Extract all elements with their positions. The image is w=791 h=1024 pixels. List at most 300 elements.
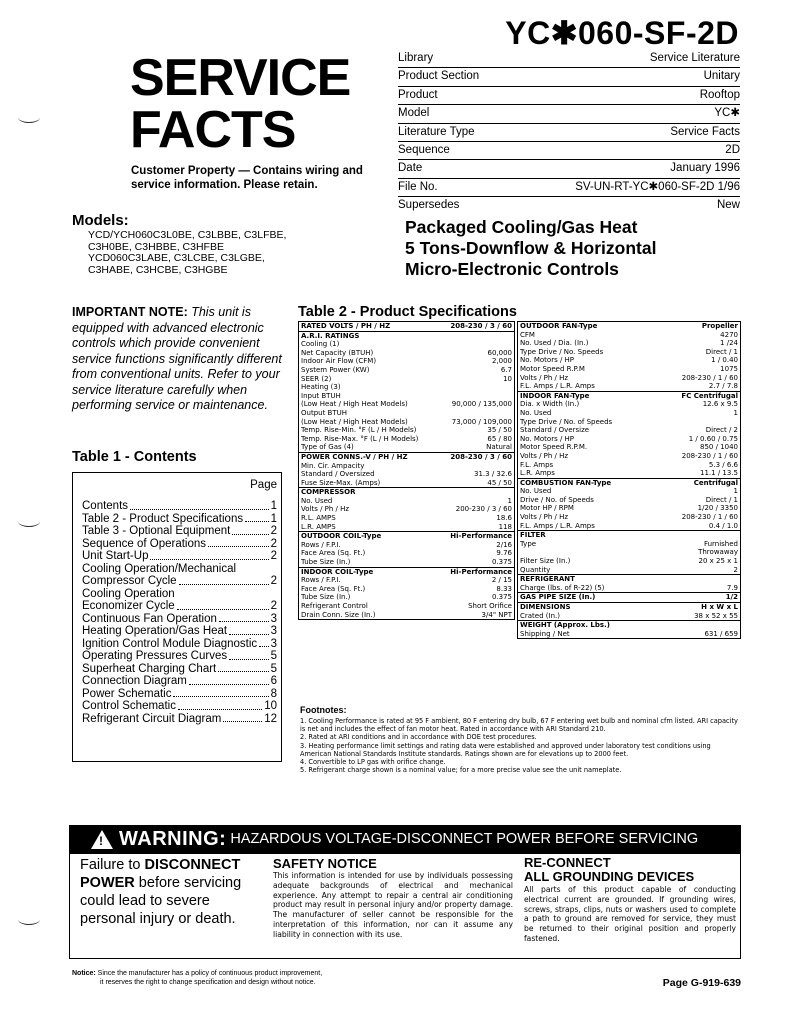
spec-value: 1 / 0.40 — [711, 356, 738, 365]
spec-label: Crated (In.) — [520, 611, 560, 620]
table1-row-label: Table 3 - Optional Equipment — [82, 525, 231, 537]
spec-row — [299, 331, 514, 341]
reconnect-text: All parts of this product capable of conducting electrical current are grounded. If grounding wires, screws, straps, clips, nuts or washers used to complete a path to ground are removed for service, they must be returned to their original position and properly fastened. — [524, 885, 736, 943]
spec-row — [299, 409, 514, 418]
spec-value: 2 / 15 — [491, 576, 512, 585]
spec-value: 20 x 25 x 1 — [698, 557, 738, 566]
table1-row — [82, 500, 277, 513]
table1-row — [82, 525, 277, 538]
table1-row-leader — [179, 575, 269, 585]
spec-row — [299, 514, 514, 523]
spec-value — [735, 575, 738, 584]
meta-label: Model — [398, 107, 430, 120]
spec-label: Filter Size (In.) — [520, 557, 571, 566]
spec-table-left — [298, 321, 515, 620]
spec-value: 850 / 1040 — [700, 443, 738, 452]
spec-value — [509, 332, 512, 341]
spec-value — [509, 409, 512, 418]
spec-value: Hi-Performance — [450, 567, 512, 576]
spec-value: 208-230 / 3 / 60 — [450, 452, 512, 461]
important-note-text: This unit is equipped with advanced electronic controls which provide convenient service functions significantly different from conventional units. Refer to your service literature carefully when performing service or maintenance. — [72, 305, 282, 412]
spec-label: F.L. Amps / L.R. Amps — [520, 521, 595, 530]
table1-row-label: Economizer Cycle — [82, 600, 175, 612]
table1-row-page: 8 — [270, 687, 277, 700]
spec-row — [299, 322, 514, 331]
spec-label: Tube Size (In.) — [301, 558, 351, 567]
spec-value: 3/4" NPT — [481, 610, 512, 619]
spec-row — [518, 620, 740, 630]
spec-row — [299, 443, 514, 452]
spec-row — [518, 365, 740, 374]
spec-label: L.R. AMPS — [301, 522, 336, 531]
spec-row — [518, 496, 740, 505]
spec-row — [518, 557, 740, 566]
spec-label: INDOOR COIL-Type — [301, 567, 374, 576]
punch-mark — [18, 914, 40, 925]
warning-banner — [69, 825, 741, 853]
table1-row-page: 1 — [270, 500, 277, 512]
meta-label: Product Section — [398, 70, 480, 83]
product-title-line: 5 Tons-Downflow & Horizontal — [405, 238, 657, 258]
spec-label: (Low Heat / High Heat Models) — [301, 417, 408, 426]
spec-value: 35 / 50 — [487, 426, 512, 435]
table1-row-label: Refrigerant Circuit Diagram — [82, 712, 222, 725]
table1-row-label: Contents — [82, 500, 129, 512]
table1-row-leader — [232, 525, 268, 535]
spec-label: A.R.I. RATINGS — [301, 331, 360, 340]
metadata-table — [398, 50, 740, 215]
spec-value: 1 / 0.60 / 0.75 — [688, 434, 738, 443]
spec-value — [509, 383, 512, 392]
spec-label: Rows / F.P.I. — [301, 540, 341, 549]
safety-notice-heading: SAFETY NOTICE — [273, 856, 377, 871]
spec-row — [518, 478, 740, 488]
meta-label: Library — [398, 52, 434, 64]
table1-row-leader — [150, 550, 268, 560]
spec-row — [518, 540, 740, 549]
spec-row — [299, 392, 514, 401]
spec-value: Short Orifice — [468, 602, 512, 610]
spec-label: INDOOR FAN-Type — [520, 391, 590, 400]
meta-row — [398, 160, 740, 178]
spec-label: WEIGHT (Approx. Lbs.) — [520, 621, 610, 630]
title-service: SERVICE — [130, 49, 351, 107]
spec-label: Refrigerant Control — [301, 602, 368, 610]
spec-label: Dia. x Width (In.) — [520, 400, 580, 409]
meta-row — [398, 179, 740, 197]
spec-value: 38 x 52 x 55 — [694, 611, 738, 620]
meta-label: Date — [398, 162, 423, 175]
spec-value: Natural — [486, 443, 512, 452]
table1-row-leader — [173, 688, 268, 698]
spec-value — [735, 621, 738, 630]
model-line: YCD060C3LABE, C3LCBE, C3LGBE, — [88, 252, 265, 264]
spec-label: Face Area (Sq. Ft.) — [301, 549, 366, 558]
spec-label: Cooling (1) — [301, 340, 340, 349]
table1-title: Table 1 - Contents — [72, 449, 197, 465]
warning-text: HAZARDOUS VOLTAGE-DISCONNECT POWER BEFORE SERVICING — [230, 831, 699, 847]
product-title-line: Micro-Electronic Controls — [405, 259, 619, 279]
meta-value: Service Facts — [670, 125, 740, 138]
spec-value: 2.7 / 7.8 — [708, 382, 738, 391]
table1-row-label: Table 2 - Product Specifications — [82, 512, 244, 525]
table1-row — [82, 588, 277, 601]
table1-row-leader — [229, 650, 269, 660]
table1-row — [82, 663, 277, 676]
table1-row-label: Ignition Control Module Diagnostic — [82, 637, 258, 650]
spec-row — [518, 382, 740, 391]
spec-label: COMPRESSOR — [301, 488, 356, 497]
spec-value: Throwaway — [698, 548, 738, 557]
spec-label: DIMENSIONS — [520, 603, 571, 611]
spec-row — [299, 349, 514, 358]
spec-label: Min. Cir. Ampacity — [301, 461, 365, 470]
table1-row-leader — [245, 513, 269, 523]
table1-row-leader — [229, 625, 268, 635]
spec-row — [299, 418, 514, 427]
punch-mark — [18, 112, 40, 123]
table1-row-leader — [223, 713, 262, 723]
important-note-label: IMPORTANT NOTE: — [72, 305, 188, 319]
meta-value: Unitary — [703, 70, 740, 83]
spec-value: FC Centrifugal — [681, 391, 738, 400]
spec-label: Drain Conn. Size (In.) — [301, 610, 376, 619]
spec-row — [518, 566, 740, 575]
table2-title: Table 2 - Product Specifications — [298, 304, 517, 320]
table1-row-page: 2 — [270, 600, 277, 612]
spec-label: Volts / Ph / Hz — [520, 513, 569, 522]
product-title — [405, 217, 656, 280]
spec-row — [518, 548, 740, 557]
spec-row — [518, 443, 740, 452]
table1-row-label: Connection Diagram — [82, 675, 187, 687]
spec-row — [518, 469, 740, 478]
table1-row-page: 5 — [270, 662, 277, 675]
spec-value: 1 — [507, 496, 512, 505]
spec-row — [299, 497, 514, 506]
spec-row — [299, 452, 514, 462]
spec-value: 9.76 — [496, 549, 512, 558]
spec-row — [299, 462, 514, 471]
meta-value: Rooftop — [699, 88, 740, 101]
meta-value: SV-UN-RT-YC✱060-SF-2D 1/96 — [575, 180, 740, 193]
spec-row — [299, 357, 514, 366]
table1-row-label: Control Schematic — [82, 700, 176, 712]
spec-label: OUTDOOR FAN-Type — [520, 322, 598, 330]
spec-value: 7.9 — [726, 583, 738, 592]
spec-value: 0.4 / 1.0 — [708, 521, 738, 530]
spec-value: H x W x L — [701, 603, 738, 611]
spec-row — [518, 418, 740, 427]
spec-row — [299, 567, 514, 577]
table1-row-page: 6 — [270, 675, 277, 687]
spec-label: Type Drive / No. Speeds — [520, 347, 604, 356]
meta-row — [398, 142, 740, 160]
spec-row — [518, 348, 740, 357]
spec-row — [518, 504, 740, 513]
spec-label: Volts / Ph / Hz — [301, 505, 350, 514]
spec-label: No. Used / Dia. (In.) — [520, 339, 589, 348]
title-facts: FACTS — [130, 101, 296, 159]
spec-value: Direct / 1 — [705, 347, 738, 356]
spec-row — [518, 630, 740, 639]
table1-row-label: Cooling Operation — [82, 587, 175, 600]
spec-value: 73,000 / 109,000 — [451, 417, 512, 426]
meta-label: Supersedes — [398, 199, 460, 212]
spec-value — [509, 392, 512, 401]
footnote-item: 2. Rated at ARI conditions and in accordance with DOE test procedures. — [300, 733, 537, 742]
table1-row — [82, 700, 277, 713]
spec-row — [299, 435, 514, 444]
spec-label: F.L. Amps / L.R. Amps — [520, 382, 595, 391]
spec-label: No. Motors / HP — [520, 356, 575, 365]
spec-row — [299, 487, 514, 497]
spec-label: Volts / Ph / Hz — [520, 451, 569, 460]
meta-row — [398, 68, 740, 86]
spec-value: Furnished — [703, 539, 738, 548]
meta-value: January 1996 — [670, 162, 740, 175]
meta-row — [398, 50, 740, 68]
safety-notice-text: This information is intended for use by individuals possessing adequate backgrounds of electrical and mechanical experience. Any attempt to repair a central air conditioning product may result in personal injury and/or property damage. The manufacturer of seller cannot be responsible for the interpretation of this information, nor can it assume any liability in connection with its use. — [273, 871, 513, 939]
table1-row — [82, 513, 277, 526]
meta-row — [398, 197, 740, 214]
spec-row — [518, 339, 740, 348]
spec-row — [299, 340, 514, 349]
failure-notice: Failure to DISCONNECT POWER before servicing could lead to severe personal injury or death. — [80, 857, 242, 927]
spec-value: Direct / 1 — [705, 495, 738, 504]
table1-row-label: Compressor Cycle — [82, 575, 177, 587]
table1-row-label: Superheat Charging Chart — [82, 662, 217, 675]
spec-label: Type of Gas (4) — [301, 443, 354, 452]
spec-value: 60,000 — [487, 348, 512, 357]
table1-row — [82, 563, 277, 576]
meta-label: File No. — [398, 180, 438, 193]
spec-row — [299, 602, 514, 611]
spec-row — [299, 400, 514, 409]
table1-row — [82, 650, 277, 663]
spec-value: 1075 — [720, 364, 738, 373]
spec-value: 0.375 — [491, 593, 512, 602]
spec-label: F.L. Amps — [520, 460, 554, 469]
table1-row-page: 2 — [270, 525, 277, 537]
spec-value: 2,000 — [491, 357, 512, 366]
table1-row-label: Heating Operation/Gas Heat — [82, 625, 228, 637]
spec-value: 65 / 80 — [487, 434, 512, 443]
spec-row — [299, 558, 514, 567]
table1-row — [82, 550, 277, 563]
spec-label: SEER (2) — [301, 374, 332, 383]
spec-row — [299, 366, 514, 375]
customer-note: Customer Property — Contains wiring and service information. Please retain. — [131, 165, 363, 191]
model-line: C3HABE, C3HCBE, C3HGBE — [88, 263, 228, 276]
spec-value: 31.3 / 32.6 — [474, 470, 512, 479]
spec-value — [735, 418, 738, 427]
spec-label: Charge (lbs. of R-22) (5) — [520, 583, 605, 592]
table1-rows — [82, 500, 277, 725]
meta-value: New — [716, 199, 740, 212]
table1-row-leader — [259, 638, 268, 648]
spec-row — [518, 409, 740, 418]
spec-value: 0.375 — [491, 558, 512, 567]
meta-value: YC✱ — [714, 107, 740, 120]
meta-row — [398, 87, 740, 105]
reconnect-heading: RE-CONNECT ALL GROUNDING DEVICES — [524, 855, 695, 884]
spec-label: No. Motors / HP — [520, 434, 575, 443]
spec-row — [299, 470, 514, 479]
table1-row-page: 12 — [264, 712, 277, 725]
spec-label: GAS PIPE SIZE (In.) — [520, 593, 596, 602]
spec-value: 45 / 50 — [487, 478, 512, 487]
spec-row — [518, 400, 740, 409]
spec-label: Motor Speed R.P.M. — [520, 443, 588, 452]
spec-value: 208-230 / 1 / 60 — [681, 513, 738, 522]
spec-label: (Low Heat / High Heat Models) — [301, 400, 408, 409]
spec-row — [518, 592, 740, 602]
meta-label: Literature Type — [398, 125, 475, 138]
table1-row-page: 1 — [270, 512, 277, 525]
table1-page-label: Page — [250, 479, 277, 491]
table1-row-label: Power Schematic — [82, 687, 172, 700]
spec-value: Propeller — [701, 322, 738, 330]
warning-triangle-icon: ! — [91, 830, 113, 849]
spec-value — [735, 531, 738, 540]
meta-row — [398, 105, 740, 123]
spec-value: 18.6 — [496, 514, 512, 523]
table1-row-leader — [178, 700, 262, 710]
spec-value: 2 — [733, 565, 738, 574]
spec-row — [518, 322, 740, 331]
table1-row — [82, 538, 277, 551]
spec-label: No. Used — [520, 487, 552, 496]
table1-row-label: Operating Pressures Curves — [82, 650, 228, 662]
spec-row — [299, 375, 514, 384]
table1-row-page: 3 — [270, 637, 277, 650]
spec-row — [518, 612, 740, 621]
table1-row — [82, 688, 277, 701]
spec-row — [299, 479, 514, 488]
table1-row — [82, 675, 277, 688]
spec-label: RATED VOLTS / PH / HZ — [301, 322, 391, 330]
spec-row — [518, 530, 740, 540]
table1-contents — [72, 472, 282, 762]
spec-label: Output BTUH — [301, 408, 348, 417]
spec-value: 10 — [503, 374, 512, 383]
spec-value: 1/20 / 3350 — [697, 504, 738, 513]
table1-row-label: Cooling Operation/Mechanical — [82, 562, 237, 575]
spec-row — [518, 584, 740, 593]
table1-row-leader — [219, 613, 269, 623]
table1-row-page: 2 — [270, 550, 277, 562]
table1-row-leader — [208, 538, 269, 548]
table1-row — [82, 600, 277, 613]
model-line: C3H0BE, C3HBBE, C3HFBE — [88, 240, 224, 253]
spec-row — [299, 611, 514, 620]
spec-value: 631 / 659 — [704, 629, 738, 638]
footnote-item: 5. Refrigerant charge shown is a nominal value; for a more precise value see the unit nameplate. — [300, 766, 622, 775]
table1-row-label: Continuous Fan Operation — [82, 612, 217, 625]
spec-row — [299, 523, 514, 532]
spec-row — [299, 531, 514, 541]
spec-value: 208-230 / 1 / 60 — [681, 373, 738, 382]
footnotes-heading: Footnotes: — [300, 705, 347, 715]
spec-label: Input BTUH — [301, 391, 341, 400]
spec-label: COMBUSTION FAN-Type — [520, 478, 612, 487]
table1-row-label: Sequence of Operations — [82, 537, 207, 550]
spec-value: 90,000 / 135,000 — [451, 400, 512, 409]
spec-label: No. Used — [301, 496, 333, 505]
spec-label: Motor Speed R.P.M — [520, 364, 585, 373]
spec-value: 12.6 x 9.5 — [702, 400, 738, 409]
spec-label: System Power (KW) — [301, 365, 370, 374]
spec-label: Temp. Rise-Max. °F (L / H Models) — [301, 434, 419, 443]
spec-value — [509, 462, 512, 471]
spec-row — [518, 435, 740, 444]
spec-label: Standard / Oversize — [520, 426, 590, 435]
table1-row-page: 3 — [270, 612, 277, 625]
spec-label: Indoor Air Flow (CFM) — [301, 357, 377, 366]
spec-row — [299, 383, 514, 392]
meta-value: 2D — [725, 143, 740, 156]
table1-row-leader — [177, 600, 269, 610]
meta-label: Sequence — [398, 143, 450, 156]
table1-row-page: 10 — [264, 700, 277, 712]
spec-row — [518, 574, 740, 584]
spec-label: Motor HP / RPM — [520, 504, 574, 513]
spec-row — [518, 391, 740, 401]
spec-value: 11.1 / 13.5 — [700, 469, 738, 478]
table1-row-leader — [218, 663, 268, 673]
models-heading: Models: — [72, 212, 129, 229]
spec-value: 2/16 — [496, 540, 512, 549]
table1-row-page: 5 — [270, 650, 277, 662]
punch-mark — [18, 516, 40, 527]
important-note — [72, 305, 290, 414]
table1-row — [82, 575, 277, 588]
spec-label: POWER CONNS.-V / PH / HZ — [301, 452, 408, 461]
spec-row — [518, 452, 740, 461]
spec-row — [518, 513, 740, 522]
spec-row — [518, 487, 740, 496]
spec-label: CFM — [520, 330, 535, 339]
spec-label: Tube Size (In.) — [301, 593, 351, 602]
table1-row-leader — [189, 675, 269, 685]
spec-label: FILTER — [520, 531, 546, 540]
spec-value: Centrifugal — [693, 478, 738, 487]
spec-value: 1 — [733, 487, 738, 496]
spec-value — [509, 340, 512, 349]
spec-row — [299, 426, 514, 435]
spec-label: R.L. AMPS — [301, 514, 336, 523]
spec-value: 118 — [498, 522, 512, 531]
spec-label: REFRIGERANT — [520, 575, 575, 584]
table1-row-leader — [130, 500, 269, 510]
spec-label: Standard / Oversized — [301, 470, 375, 479]
spec-value: 208-230 / 3 / 60 — [450, 322, 512, 330]
spec-label: Rows / F.P.I. — [301, 576, 341, 585]
spec-row — [518, 374, 740, 383]
spec-row — [518, 522, 740, 531]
table1-row-label: Unit Start-Up — [82, 550, 149, 562]
spec-value: 208-230 / 1 / 60 — [681, 451, 738, 460]
spec-label: Quantity — [520, 565, 551, 574]
spec-label: Type Drive / No. of Speeds — [520, 417, 613, 426]
spec-row — [299, 505, 514, 514]
spec-row — [299, 541, 514, 550]
spec-label: Heating (3) — [301, 383, 341, 392]
page-reference: Page G-919-639 — [662, 977, 741, 989]
spec-row — [299, 576, 514, 585]
spec-value: Direct / 2 — [705, 426, 738, 435]
